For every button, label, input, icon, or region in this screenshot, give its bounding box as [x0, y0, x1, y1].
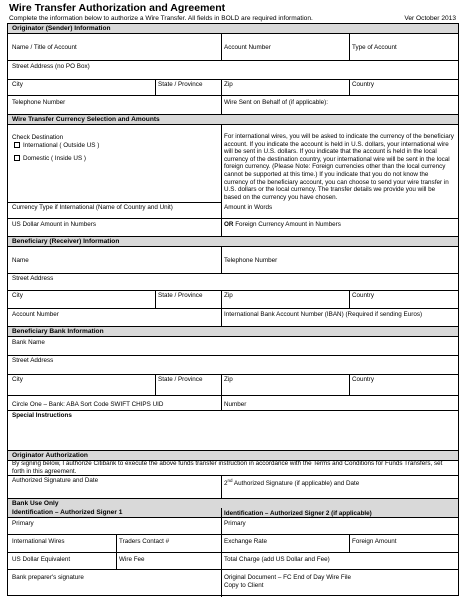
copy-to-client-note: Copy to Client	[224, 582, 264, 589]
usd-equivalent-field[interactable]: US Dollar Equivalent	[12, 556, 71, 563]
beneficiary-section-heading: Beneficiary (Receiver) Information	[8, 236, 458, 247]
originator-section-heading: Originator (Sender) Information	[8, 24, 458, 34]
usd-amount-field[interactable]: US Dollar Amount in Numbers	[12, 221, 96, 228]
authorized-signature-field[interactable]: Authorized Signature and Date	[12, 477, 99, 484]
authorization-text: By signing below, I authorize Citibank to execute the above funds transfer instruction in accordance with the Terms and Conditions for Funds Transfers, set forth in this agreement.	[12, 460, 443, 475]
original-document-note: Original Document – FC End of Day Wire File	[224, 574, 352, 581]
international-option[interactable]: International ( Outside US )	[14, 142, 99, 150]
beneficiary-phone-field[interactable]: Telephone Number	[224, 257, 278, 264]
second-signature-field[interactable]: 2nd Authorized Signature (if applicable) and Date	[224, 478, 360, 488]
international-wires-field[interactable]: International Wires	[12, 538, 65, 545]
beneficiary-country-field[interactable]: Country	[352, 292, 375, 299]
exchange-rate-field[interactable]: Exchange Rate	[224, 538, 268, 545]
signer1-id-label: Identification – Authorized Signer 1	[12, 509, 123, 516]
domestic-checkbox[interactable]	[14, 155, 20, 161]
beneficiary-street-field[interactable]: Street Address	[12, 275, 54, 282]
bank-country-field[interactable]: Country	[352, 376, 375, 383]
preparer-signature-field[interactable]: Bank preparer's signature	[12, 574, 84, 581]
bank-foreign-amount-field[interactable]: Foreign Amount	[352, 538, 397, 545]
routing-type-field[interactable]: Circle One – Bank: ABA Sort Code SWIFT CHIPS UID	[12, 401, 164, 408]
originator-account-number-field[interactable]: Account Number	[224, 44, 271, 51]
special-instructions-field[interactable]: Special Instructions	[12, 412, 72, 419]
originator-city-field[interactable]: City	[12, 81, 23, 88]
beneficiary-account-number-field[interactable]: Account Number	[12, 311, 59, 318]
domestic-option[interactable]: Domestic ( Inside US )	[14, 155, 86, 163]
bank-street-field[interactable]: Street Address	[12, 357, 54, 364]
bank-city-field[interactable]: City	[12, 376, 23, 383]
currency-section-heading: Wire Transfer Currency Selection and Amounts	[8, 114, 458, 125]
primary2-field[interactable]: Primary	[224, 520, 246, 527]
wire-fee-field[interactable]: Wire Fee	[119, 556, 145, 563]
originator-phone-field[interactable]: Telephone Number	[12, 99, 66, 106]
sent-on-behalf-field[interactable]: Wire Sent on Behalf of (if applicable):	[224, 99, 328, 106]
originator-name-field[interactable]: Name / Title of Account	[12, 44, 77, 51]
international-checkbox[interactable]	[14, 142, 20, 148]
bank-name-field[interactable]: Bank Name	[12, 339, 45, 346]
beneficiary-city-field[interactable]: City	[12, 292, 23, 299]
originator-zip-field[interactable]: Zip	[224, 81, 233, 88]
originator-country-field[interactable]: Country	[352, 81, 375, 88]
beneficiary-zip-field[interactable]: Zip	[224, 292, 233, 299]
beneficiary-iban-field[interactable]: International Bank Account Number (IBAN) (Required if sending Euros)	[224, 311, 423, 318]
bank-state-field[interactable]: State / Province	[158, 376, 203, 383]
foreign-amount-field[interactable]: OR Foreign Currency Amount in Numbers	[224, 221, 341, 228]
primary1-field[interactable]: Primary	[12, 520, 34, 527]
bank-zip-field[interactable]: Zip	[224, 376, 233, 383]
beneficiary-state-field[interactable]: State / Province	[158, 292, 203, 299]
currency-note: For international wires, you will be asked to indicate the currency of the beneficiary account. If you indicate the account is held in U.S. dollars, your international wire will be sent in U.S. dollars. If you indicate that the account is held in the local currency of the destination country, your international wire will be sent in the local foreign currency. (Please Note: Foreign currencies other than the local currency cannot be supported at this time.) If you indicate that you do not know the currency of the beneficiary account, you can choose to send your wire transfer in U.S. dollars or the local currency. The transfer details we provide you will be based on the currency you have chosen.	[224, 133, 454, 201]
originator-state-field[interactable]: State / Province	[158, 81, 203, 88]
total-charge-field[interactable]: Total Charge (add US Dollar and Fee)	[224, 556, 330, 563]
signer2-id-label: Identification – Authorized Signer 2 (if applicable)	[224, 510, 372, 517]
beneficiary-name-field[interactable]: Name	[12, 257, 29, 264]
traders-contact-field[interactable]: Traders Contact #	[119, 538, 170, 545]
bank-section-heading: Beneficiary Bank Information	[8, 326, 458, 337]
wire-transfer-form	[7, 23, 459, 596]
bank-use-heading: Bank Use Only	[8, 498, 458, 509]
originator-account-type-field[interactable]: Type of Account	[352, 44, 397, 51]
form-version: Ver October 2013	[404, 15, 456, 22]
form-instructions: Complete the information below to authorize a Wire Transfer. All fields in BOLD are required information.	[9, 15, 313, 22]
currency-type-field[interactable]: Currency Type if International (Name of Country and Unit)	[12, 204, 173, 211]
check-destination-label: Check Destination	[12, 134, 64, 141]
originator-street-field[interactable]: Street Address (no PO Box)	[12, 63, 90, 70]
authorization-section-heading: Originator Authorization	[8, 450, 458, 461]
routing-number-field[interactable]: Number	[224, 401, 247, 408]
amount-in-words-field[interactable]: Amount in Words	[224, 204, 273, 211]
form-title: Wire Transfer Authorization and Agreement	[9, 2, 226, 14]
